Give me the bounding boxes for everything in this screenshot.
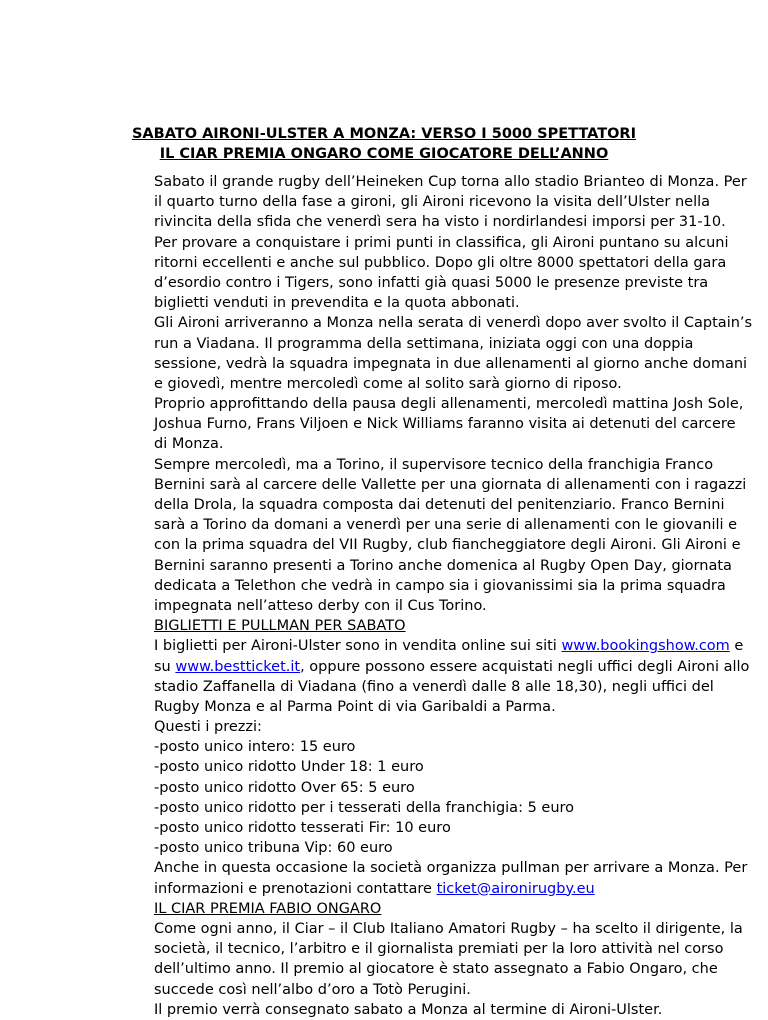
bestticket-link[interactable]: www.bestticket.it	[175, 658, 301, 675]
text-line: d’esordio contro i Tigers, sono infatti già quasi 5000 le presenze previste tra	[154, 274, 709, 291]
email-link[interactable]: ticket@aironirugby.eu	[436, 880, 595, 897]
text-line: dell’ultimo anno. Il premio al giocatore è stato assegnato a Fabio Ongaro, che	[154, 961, 718, 978]
text-line: Questi i prezzi:	[154, 719, 262, 736]
text-line: biglietti venduti in prevendita e la quota abbonati.	[154, 295, 520, 312]
text-line: Rugby Monza e al Parma Point di via Garibaldi a Parma.	[154, 698, 556, 715]
text-line: sessione, vedrà la squadra impegnata in due allenamenti al giorno anche domani	[154, 355, 748, 372]
text-line: rivincita della sfida che venerdì sera ha visto i nordirlandesi imporsi per 31-10.	[154, 214, 726, 231]
text-line: Sempre mercoledì, ma a Torino, il supervisore tecnico della franchigia Franco	[154, 456, 714, 473]
text-line: impegnata nell’atteso derby con il Cus Torino.	[154, 597, 487, 614]
text-line	[154, 636, 756, 656]
price-item: -posto unico tribuna Vip: 60 euro	[154, 840, 393, 857]
text-line: e giovedì, mentre mercoledì come al solito sarà giorno di riposo.	[154, 375, 622, 392]
price-item: -posto unico ridotto Over 65: 5 euro	[154, 779, 415, 796]
text-line: Anche in questa occasione la società organizza pullman per arrivare a Monza. Per	[154, 860, 748, 877]
heading-line-2: IL CIAR PREMIA ONGARO COME GIOCATORE DELL’ANNO	[159, 146, 609, 162]
text-line: Proprio approfittando della pausa degli allenamenti, mercoledì mattina Josh Sole,	[154, 396, 744, 413]
text-line: società, il tecnico, l’arbitro e il giornalista premiati per la loro attività nel corso	[154, 941, 724, 958]
text-line: di Monza.	[154, 436, 224, 453]
text-line: della Drola, la squadra composta dai detenuti del penitenziario. Franco Bernini	[154, 497, 725, 513]
text-line: Il premio verrà consegnato sabato a Monza al termine di Aironi-Ulster.	[154, 1001, 663, 1018]
text-line	[154, 879, 756, 899]
text-fragment: informazioni e prenotazioni contattare	[154, 880, 437, 897]
bookingshow-link[interactable]: www.bookingshow.com	[561, 638, 730, 655]
price-item: -posto unico ridotto per i tesserati della franchigia: 5 euro	[154, 799, 575, 816]
text-line: ritorni eccellenti e anche sul pubblico. Dopo gli oltre 8000 spettatori della gara	[154, 254, 727, 271]
text-line: Gli Aironi arriveranno a Monza nella serata di venerdì dopo aver svolto il Captain’s	[154, 315, 753, 332]
text-fragment: , oppure possono essere acquistati negli uffici degli Aironi allo	[300, 658, 750, 675]
article-body	[154, 172, 756, 1020]
text-line: con la prima squadra del VII Rugby, club fiancheggiatore degli Aironi. Gli Aironi e	[154, 537, 741, 554]
text-line: run a Viadana. Il programma della settimana, iniziata oggi con una doppia	[154, 335, 694, 352]
text-line: Come ogni anno, il Ciar – il Club Italiano Amatori Rugby – ha scelto il dirigente, la	[154, 920, 743, 937]
text-line: stadio Zaffanella di Viadana (fino a venerdì dalle 8 alle 18,30), negli uffici del	[154, 678, 714, 695]
text-line: sarà a Torino da domani a venerdì per una serie di allenamenti con le giovanili e	[154, 517, 738, 534]
text-line: Joshua Furno, Frans Viljoen e Nick Williams faranno visita ai detenuti del carcere	[154, 416, 736, 433]
price-item: -posto unico ridotto tesserati Fir: 10 euro	[154, 820, 451, 836]
text-fragment: I biglietti per Aironi-Ulster sono in vendita online sui siti	[154, 638, 562, 655]
heading-line-1: SABATO AIRONI-ULSTER A MONZA: VERSO I 5000 SPETTATORI	[131, 126, 636, 142]
text-fragment: e	[729, 638, 744, 655]
price-item: -posto unico ridotto Under 18: 1 euro	[154, 759, 424, 776]
text-line: il quarto turno della fase a gironi, gli Aironi ricevono la visita dell’Ulster nella	[154, 194, 711, 211]
text-line: succede così nell’albo d’oro a Totò Perugini.	[154, 981, 471, 998]
text-line: Per provare a conquistare i primi punti in classifica, gli Aironi puntano su alcuni	[154, 234, 729, 251]
section-heading-ciar: IL CIAR PREMIA FABIO ONGARO	[154, 900, 382, 917]
text-line: dedicata a Telethon che vedrà in campo sia i giovanissimi sia la prima squadra	[154, 577, 726, 594]
text-line	[154, 657, 756, 677]
text-line: Bernini sarà al carcere delle Vallette per una giornata di allenamenti con i ragazzi	[154, 476, 747, 493]
text-fragment: su	[154, 658, 176, 675]
text-line: Bernini saranno presenti a Torino anche domenica al Rugby Open Day, giornata	[154, 557, 732, 574]
text-line: Sabato il grande rugby dell’Heineken Cup torna allo stadio Brianteo di Monza. Per	[154, 174, 747, 190]
document-heading	[0, 124, 768, 164]
section-heading-tickets: BIGLIETTI E PULLMAN PER SABATO	[154, 618, 406, 635]
price-item: -posto unico intero: 15 euro	[154, 739, 356, 756]
